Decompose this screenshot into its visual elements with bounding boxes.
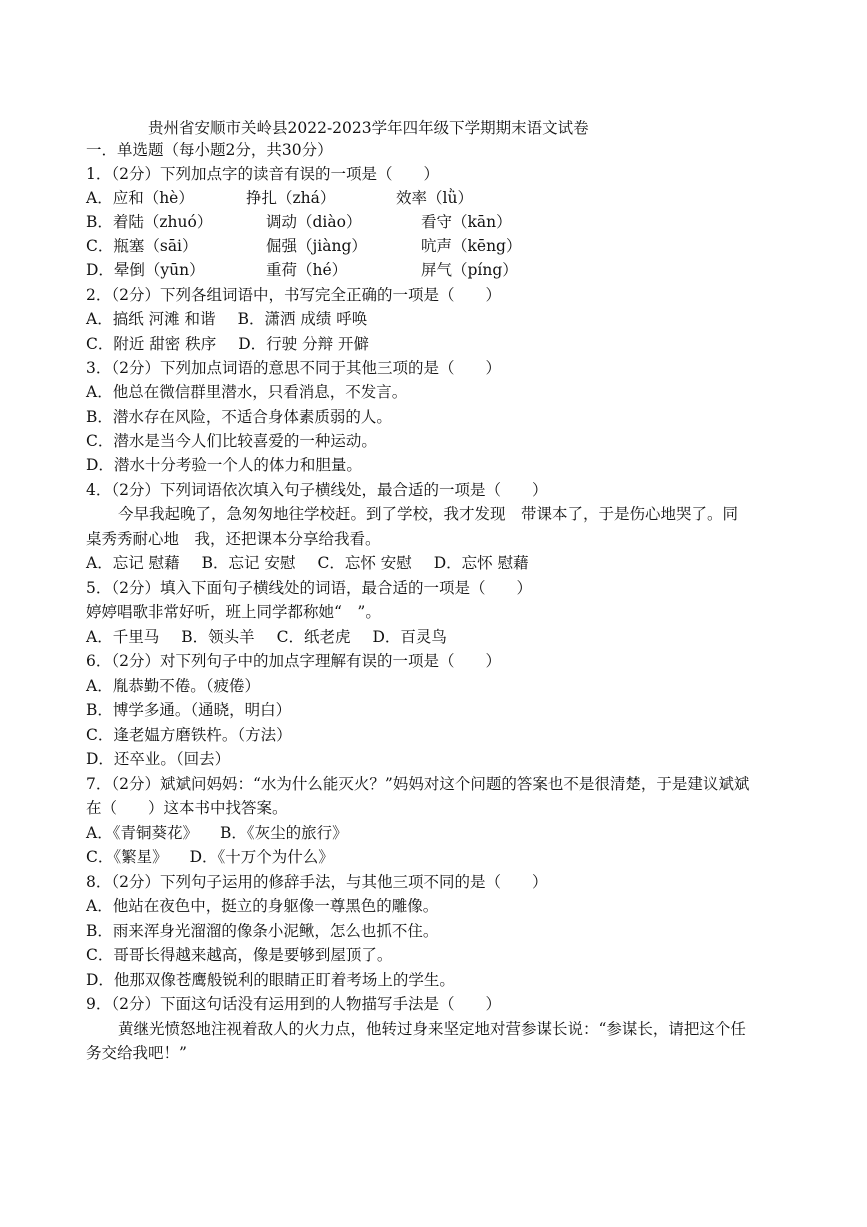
q4-option-d: D．忘怀 慰藉 <box>433 554 529 572</box>
q1-d-1: D．晕倒（yūn） <box>86 261 205 279</box>
q1-c-2: 倔强（jiàng） <box>266 237 367 255</box>
q7-option-c: C．《繁星》 <box>86 848 168 866</box>
q3-option-d: D．潜水十分考验一个人的体力和胆量。 <box>86 456 362 474</box>
section-heading: 一．单选题（每小题2分，共30分） <box>86 141 333 159</box>
q9-passage-line: 务交给我吧！” <box>86 1044 187 1062</box>
q5-option-line <box>86 626 447 648</box>
q6-stem: 6．（2分）对下列句子中的加点字理解有误的一项是（ ） <box>86 652 501 670</box>
q1-b-3: 看守（kān） <box>421 213 512 231</box>
q8-option-a: A．他站在夜色中，挺立的身躯像一尊黑色的雕像。 <box>86 897 439 915</box>
q1-option-row <box>86 211 512 233</box>
q4-stem: 4．（2分）下列词语依次填入句子横线处，最合适的一项是（ ） <box>86 481 548 499</box>
q3-option-a: A．他总在微信群里潜水，只看消息，不发言。 <box>86 383 408 401</box>
q5-stem: 5．（2分）填入下面句子横线处的词语，最合适的一项是（ ） <box>86 579 532 597</box>
q2-stem: 2．（2分）下列各组词语中，书写完全正确的一项是（ ） <box>86 286 501 304</box>
q3-option-b: B．潜水存在风险，不适合身体素质弱的人。 <box>86 408 392 426</box>
q4-option-line <box>86 552 529 574</box>
q6-option-c: C．逢老媪方磨铁杵。（方法） <box>86 726 292 744</box>
q9-passage-line: 黄继光愤怒地注视着敌人的火力点，他转过身来坚定地对营参谋长说：“参谋长，请把这个任 <box>118 1020 746 1038</box>
q1-option-row <box>86 187 473 209</box>
q1-stem: 1．（2分）下列加点字的读音有误的一项是（ ） <box>86 165 439 183</box>
q4-passage-line: 今早我起晚了，急匆匆地往学校赶。到了学校，我才发现 带课本了，于是伤心地哭了。同 <box>118 505 739 523</box>
q5-option-c: C．纸老虎 <box>276 628 351 646</box>
q7-option-line <box>86 822 348 844</box>
q1-d-2: 重荷（hé） <box>266 261 348 279</box>
q7-option-line <box>86 846 334 868</box>
q7-stem: 7．（2分）斌斌问妈妈：“水为什么能灭火？”妈妈对这个问题的答案也不是很清楚，于是建议斌斌 <box>86 775 750 793</box>
q5-option-d: D．百灵鸟 <box>372 628 447 646</box>
q6-option-d: D．还卒业。（回去） <box>86 750 231 768</box>
q1-option-row <box>86 235 521 257</box>
q4-option-a: A．忘记 慰藉 <box>86 554 180 572</box>
q7-stem-cont: 在（ ）这本书中找答案。 <box>86 799 288 817</box>
exam-title: 贵州省安顺市关岭县2022-2023学年四年级下学期期末语文试卷 <box>148 119 589 137</box>
q2-option-d: D．行驶 分辩 开僻 <box>238 335 370 353</box>
q1-a-1: A．应和（hè） <box>86 189 194 207</box>
q4-passage-line: 桌秀秀耐心地 我，还把课本分享给我看。 <box>86 530 381 548</box>
q2-option-line <box>86 333 369 355</box>
q7-option-b: B．《灰尘的旅行》 <box>219 824 348 842</box>
q9-stem: 9．（2分）下面这句话没有运用到的人物描写手法是（ ） <box>86 995 501 1013</box>
q2-option-line <box>86 308 367 330</box>
q7-option-d: D．《十万个为什么》 <box>189 848 334 866</box>
q5-option-a: A．千里马 <box>86 628 160 646</box>
q8-option-b: B．雨来浑身光溜溜的像条小泥鳅，怎么也抓不住。 <box>86 922 439 940</box>
q1-c-3: 吭声（kēng） <box>421 237 522 255</box>
q1-d-3: 屏气（píng） <box>421 261 518 279</box>
q1-b-1: B．着陆（zhuó） <box>86 213 213 231</box>
q6-option-b: B．博学多通。（通晓，明白） <box>86 701 292 719</box>
q5-option-b: B．领头羊 <box>181 628 255 646</box>
q4-option-b: B．忘记 安慰 <box>201 554 296 572</box>
q2-option-c: C．附近 甜密 秩序 <box>86 335 217 353</box>
q2-option-b: B．潇洒 成绩 呼唤 <box>237 310 368 328</box>
q1-a-2: 挣扎（zhá） <box>246 189 336 207</box>
q8-option-d: D．他那双像苍鹰般锐利的眼睛正盯着考场上的学生。 <box>86 971 455 989</box>
q1-b-2: 调动（diào） <box>266 213 362 231</box>
q2-option-a: A．搞纸 河滩 和谐 <box>86 310 216 328</box>
q1-a-3: 效率（lǜ） <box>396 189 473 207</box>
q1-c-1: C．瓶塞（sāi） <box>86 237 198 255</box>
q8-stem: 8．（2分）下列句子运用的修辞手法，与其他三项不同的是（ ） <box>86 873 548 891</box>
q4-option-c: C．忘怀 安慰 <box>317 554 412 572</box>
q7-option-a: A．《青铜葵花》 <box>86 824 198 842</box>
q1-option-row <box>86 259 518 281</box>
q3-stem: 3．（2分）下列加点词语的意思不同于其他三项的是（ ） <box>86 359 501 377</box>
q5-sentence: 婷婷唱歌非常好听，班上同学都称她“ ”。 <box>86 603 381 621</box>
q3-option-c: C．潜水是当今人们比较喜爱的一种运动。 <box>86 432 377 450</box>
q6-option-a: A．胤恭勤不倦。（疲倦） <box>86 677 260 695</box>
q8-option-c: C．哥哥长得越来越高，像是要够到屋顶了。 <box>86 946 393 964</box>
